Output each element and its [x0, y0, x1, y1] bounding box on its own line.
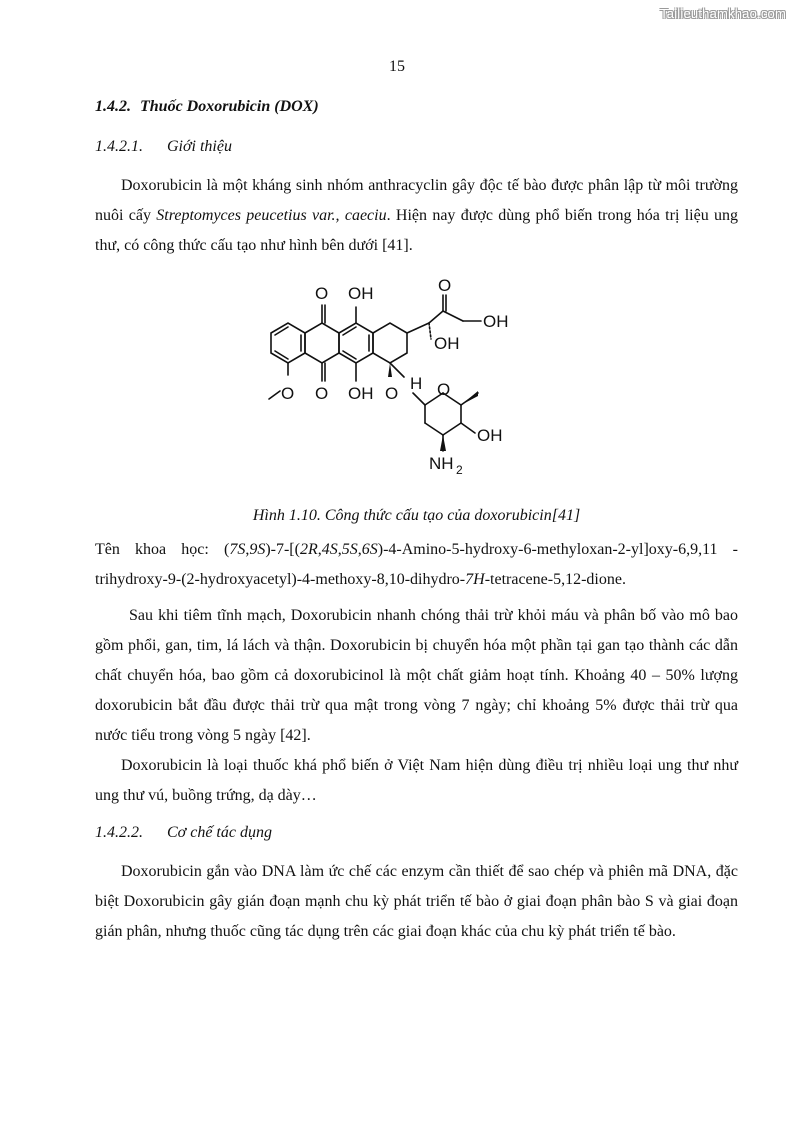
label-oh-top: OH — [348, 284, 374, 303]
mechanism-paragraph: Doxorubicin gắn vào DNA làm ức chế các enzym cần thiết để sao chép và phiên mã DNA, đặc biệt Doxorubicin gây gián đoạn mạnh chu kỳ phát triển tế bào ở giai đoạn phân bào S và giai đoạn gián phân, nhưng thuốc cũng tác dụng trên các giai đoạn khác của chu kỳ phát triển tế bào. — [95, 863, 738, 940]
sci-stereo-6: 6S — [361, 541, 378, 558]
label-nh: NH — [429, 454, 454, 473]
sci-text-4: , — [337, 541, 342, 558]
sci-text-3: , — [317, 541, 322, 558]
watermark: Tailieuthamkhao.com — [660, 6, 786, 21]
sci-text-2: )-7-[( — [265, 541, 300, 558]
intro-paragraph — [95, 171, 738, 261]
sci-text-7: -tetracene-5,12-dione. — [484, 571, 626, 588]
subsection-heading-mechanism — [95, 821, 738, 845]
label-oh-ring: OH — [434, 334, 460, 353]
section-title: Thuốc Doxorubicin (DOX) — [140, 98, 319, 115]
label-o-top-left: O — [315, 284, 329, 303]
label-oh-side: OH — [483, 312, 509, 331]
subsection-number: 1.4.2.2. — [95, 824, 143, 841]
label-o-methoxy: O — [281, 384, 295, 403]
label-h: H — [410, 374, 423, 393]
subsection-number: 1.4.2.1. — [95, 138, 143, 155]
intro-text-2: . Hiện nay được dùng phổ biến trong hóa trị liệu ung thư, có công thức cấu tạo như hình bên dưới [41]. — [95, 207, 738, 254]
section-heading — [95, 95, 738, 119]
figure-caption: Hình 1.10. Công thức cấu tạo của doxorubicin[41] — [252, 507, 581, 524]
section-number: 1.4.2. — [95, 98, 131, 115]
sci-text-5: , — [357, 541, 362, 558]
subsection-heading-intro — [95, 135, 738, 159]
sci-label: Tên khoa học: ( — [95, 541, 230, 558]
sci-text-1: , — [245, 541, 250, 558]
label-o-sugar: O — [437, 380, 451, 399]
structure-figure — [95, 275, 738, 497]
sci-stereo-5: 5S — [341, 541, 358, 558]
label-o-bottom-left: O — [315, 384, 329, 403]
subsection-title: Giới thiệu — [167, 138, 232, 155]
species-name: Streptomyces peucetius var., caeciu — [156, 207, 387, 224]
label-nh-subscript: 2 — [456, 463, 463, 477]
page-number: 15 — [389, 58, 405, 75]
intro-text-1: Doxorubicin là một kháng sinh nhóm anthracyclin gây độc tế bào được phân lập từ môi trường nuôi cấy — [95, 177, 738, 224]
usage-paragraph: Doxorubicin là loại thuốc khá phổ biến ở Việt Nam hiện dùng điều trị nhiều loại ung thư như ung thư vú, buồng trứng, dạ dày… — [95, 757, 738, 804]
sci-stereo-3: 2R — [299, 541, 318, 558]
sci-stereo-4: 4S — [321, 541, 338, 558]
subsection-title: Cơ chế tác dụng — [167, 824, 272, 841]
metabolism-paragraph: Sau khi tiêm tĩnh mạch, Doxorubicin nhanh chóng thải trừ khỏi máu và phân bố vào mô bao gồm phổi, gan, tim, lá lách và thận. Doxorubicin bị chuyển hóa một phần tại gan tạo thành các dẫn chất chuyển hóa, bao gồm cả doxorubicinol là một chất giảm hoạt tính. Khoảng 40 – 50% lượng doxorubicin bắt đầu được thải trừ qua mật trong vòng 7 ngày; chỉ khoảng 5% được thải trừ qua nước tiểu trong vòng 5 ngày [42]. — [95, 607, 738, 744]
sci-stereo-1: 7S — [229, 541, 246, 558]
sci-stereo-7: 7H — [465, 571, 485, 588]
document-body — [95, 95, 738, 947]
scientific-name — [95, 535, 738, 595]
label-oh-sugar: OH — [477, 426, 503, 445]
sci-stereo-2: 9S — [249, 541, 266, 558]
label-o-ketone: O — [438, 276, 452, 295]
doxorubicin-structure — [263, 275, 563, 497]
sci-text-6: )-4-Amino-5-hydroxy-6-methyloxan-2-yl]oxy-6,9,11 -trihydroxy-9-(2-hydroxyacetyl)-4-methoxy-8,10-dihydro- — [95, 541, 738, 588]
label-o-glycoside: O — [385, 384, 399, 403]
label-oh-bottom: OH — [348, 384, 374, 403]
